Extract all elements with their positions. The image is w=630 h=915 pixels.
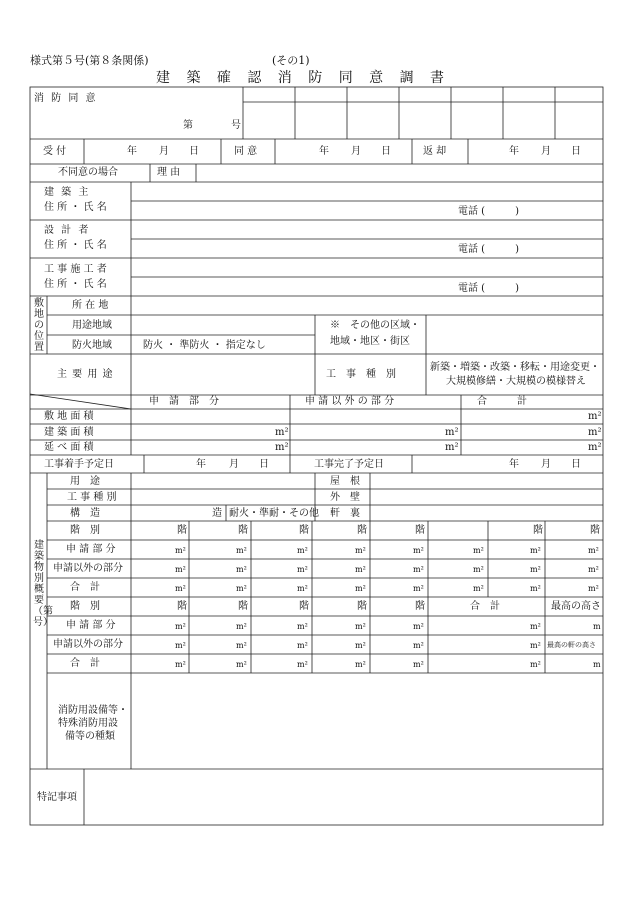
designer-phone: 電話 ( )	[458, 244, 519, 255]
unit-r1-c8: m²	[588, 546, 599, 555]
unit-r3-c1: m²	[175, 584, 186, 593]
received-label: 受 付	[43, 146, 67, 157]
floor2-sum-label: 合 計	[470, 601, 500, 612]
designer-title: 設 計 者	[44, 225, 91, 236]
fire-zone-label: 防火地域	[72, 340, 112, 351]
owner-title: 建 築 主	[44, 187, 91, 198]
received-month: 月	[159, 146, 169, 157]
designer-address-label: 住 所 ・ 氏 名	[44, 240, 107, 251]
unit2-r3-c4: m²	[355, 660, 366, 669]
unit-r3-c7: m²	[530, 584, 541, 593]
unit2-r3-c1: m²	[175, 660, 186, 669]
max-eaves-height-unit: m	[593, 660, 601, 669]
unit-r3-c8: m²	[588, 584, 599, 593]
area-col-total: 合 計	[477, 396, 527, 407]
building-area-applied-unit: m²	[275, 427, 289, 438]
floor2-col-2: 階	[238, 601, 248, 612]
reason-label: 理 由	[157, 167, 181, 178]
floor-col-2: 階	[238, 525, 248, 536]
unit-r2-c7: m²	[530, 565, 541, 574]
contractor-phone: 電話 ( )	[458, 283, 519, 294]
work-options-line1: 新築・増築・改築・移転・用途変更・	[430, 362, 600, 373]
unit-r1-c3: m²	[297, 546, 308, 555]
unit-r1-c1: m²	[175, 546, 186, 555]
received-day: 日	[189, 146, 199, 157]
floor2-col-4: 階	[357, 601, 367, 612]
complete-month: 月	[541, 459, 551, 470]
floor-col-6: 階	[533, 525, 543, 536]
floor-area-applied-unit: m²	[275, 442, 289, 453]
building-area-total-unit: m²	[588, 427, 602, 438]
floor-area-other-unit: m²	[445, 442, 459, 453]
returned-year: 年	[509, 146, 519, 157]
complete-day: 日	[571, 459, 581, 470]
consent-number-prefix: 第	[183, 120, 193, 131]
unit-r1-c5: m²	[413, 546, 424, 555]
form-number: 様式第５号(第８条関係)	[30, 54, 149, 67]
unit2-r3-c3: m²	[297, 660, 308, 669]
consent-date-label: 同 意	[234, 146, 258, 157]
non-consent-label: 不同意の場合	[58, 167, 118, 178]
building-area-other-unit: m²	[445, 427, 459, 438]
unit-r1-c2: m²	[236, 546, 247, 555]
applied-row-label: 申 請 部 分	[66, 544, 116, 555]
floor-header-label-2: 階 別	[70, 601, 100, 612]
owner-address-label: 住 所 ・ 氏 名	[44, 202, 107, 213]
unit-r3-c5: m²	[413, 584, 424, 593]
fire-zone-options: 防火 ・ 準防火 ・ 指定なし	[143, 340, 266, 351]
unit2-r2-c2: m²	[236, 641, 247, 650]
unit2-r2-c1: m²	[175, 641, 186, 650]
fire-equipment-line2: 特殊消防用設	[58, 718, 118, 729]
unit2-r2-c3: m²	[297, 641, 308, 650]
structure-suffix: 造	[212, 508, 222, 519]
returned-month: 月	[541, 146, 551, 157]
unit-r2-c5: m²	[413, 565, 424, 574]
floor-col-3: 階	[299, 525, 309, 536]
start-month: 月	[229, 459, 239, 470]
floor-header-label: 階 別	[70, 525, 100, 536]
unit2-r2-c4: m²	[355, 641, 366, 650]
use-zone-label: 用途地域	[72, 320, 112, 331]
other-zone-line2: 地域・地区・街区	[330, 336, 410, 347]
total-row-label: 合 計	[70, 582, 100, 593]
structure-label: 構 造	[70, 508, 100, 519]
unit-r2-c8: m²	[588, 565, 599, 574]
consent-number-suffix: 号	[231, 120, 241, 131]
applied-row-label-2: 申 請 部 分	[66, 620, 116, 631]
site-area-label: 敷 地 面 積	[44, 411, 94, 422]
consent-month: 月	[351, 146, 361, 157]
sheet-number: (その1)	[272, 54, 310, 67]
fire-equipment-line3: 備等の種類	[65, 731, 115, 742]
unit2-r1-c3: m²	[297, 622, 308, 631]
start-date-label: 工事着手予定日	[44, 459, 114, 470]
floor2-col-5: 階	[415, 601, 425, 612]
unit-r2-c3: m²	[297, 565, 308, 574]
unit2-r1-c2: m²	[236, 622, 247, 631]
main-use-label: 主 要 用 途	[57, 369, 114, 380]
other-row-label-2: 申請以外の部分	[53, 639, 123, 650]
unit2-r2-c5: m²	[413, 641, 424, 650]
returned-day: 日	[571, 146, 581, 157]
floor-area-label: 延 べ 面 積	[44, 442, 94, 453]
max-eaves-height-label: 最高の軒の高さ	[547, 641, 596, 649]
unit2-r3-c5: m²	[413, 660, 424, 669]
floor-area-total-unit: m²	[588, 442, 602, 453]
floor-col-4: 階	[357, 525, 367, 536]
building-area-label: 建 築 面 積	[44, 427, 94, 438]
eaves-label: 軒 裏	[330, 508, 360, 519]
consent-year: 年	[319, 146, 329, 157]
site-area-total-unit: m²	[588, 411, 602, 422]
building-work-type-label: 工 事 種 別	[67, 492, 117, 503]
complete-year: 年	[509, 459, 519, 470]
floor2-col-3: 階	[299, 601, 309, 612]
unit2-r3-c2: m²	[236, 660, 247, 669]
floor-col-7: 階	[590, 525, 600, 536]
work-options-line2: 大規模修繕・大規模の模様替え	[446, 376, 586, 387]
area-col-applied: 申 請 部 分	[149, 396, 219, 407]
floor2-col-1: 階	[177, 601, 187, 612]
location-label: 所 在 地	[72, 300, 109, 311]
unit-r1-c4: m²	[355, 546, 366, 555]
unit-r3-c2: m²	[236, 584, 247, 593]
work-type-label: 工 事 種 別	[326, 369, 396, 380]
complete-date-label: 工事完了予定日	[314, 459, 384, 470]
unit-r2-c4: m²	[355, 565, 366, 574]
special-notes-label: 特記事項	[37, 792, 77, 803]
unit2-r1-c1: m²	[175, 622, 186, 631]
unit-r2-c2: m²	[236, 565, 247, 574]
unit2-r2-sum: m²	[530, 641, 541, 650]
fire-resistance-options: 耐火・準耐・その他	[229, 508, 319, 519]
outer-wall-label: 外 壁	[330, 492, 360, 503]
unit2-r3-sum: m²	[530, 660, 541, 669]
unit-r3-c3: m²	[297, 584, 308, 593]
site-vertical-label: 敷地の位置	[34, 298, 44, 353]
fire-equipment-line1: 消防用設備等・	[58, 705, 128, 716]
unit2-r1-c4: m²	[355, 622, 366, 631]
owner-phone: 電話 ( )	[458, 206, 519, 217]
unit-r2-c6: m²	[473, 565, 484, 574]
contractor-address-label: 住 所 ・ 氏 名	[44, 279, 107, 290]
unit-r3-c6: m²	[473, 584, 484, 593]
total-row-label-2: 合 計	[70, 658, 100, 669]
received-year: 年	[127, 146, 137, 157]
document-title: 建 築 確 認 消 防 同 意 調 書	[156, 70, 451, 86]
unit-r2-c1: m²	[175, 565, 186, 574]
unit-r1-c7: m²	[530, 546, 541, 555]
start-day: 日	[259, 459, 269, 470]
area-col-other: 申 請 以 外 の 部 分	[305, 396, 395, 407]
building-vertical-label: 建築物別概要（第 号）	[33, 540, 63, 628]
contractor-title: 工 事 施 工 者	[44, 264, 107, 275]
unit-r3-c4: m²	[355, 584, 366, 593]
returned-label: 返 却	[423, 146, 447, 157]
consent-day: 日	[381, 146, 391, 157]
other-row-label: 申請以外の部分	[53, 563, 123, 574]
floor-col-1: 階	[177, 525, 187, 536]
unit2-r1-sum: m²	[530, 622, 541, 631]
unit2-r1-c5: m²	[413, 622, 424, 631]
floor-col-5: 階	[415, 525, 425, 536]
building-use-label: 用 途	[70, 476, 100, 487]
other-zone-line1: ※ その他の区域・	[330, 320, 420, 331]
roof-label: 屋 根	[330, 476, 360, 487]
unit-r1-c6: m²	[473, 546, 484, 555]
consent-label: 消 防 同 意	[34, 93, 98, 104]
start-year: 年	[196, 459, 206, 470]
max-height-label: 最高の高さ	[551, 601, 601, 612]
max-height-unit: m	[593, 622, 601, 631]
